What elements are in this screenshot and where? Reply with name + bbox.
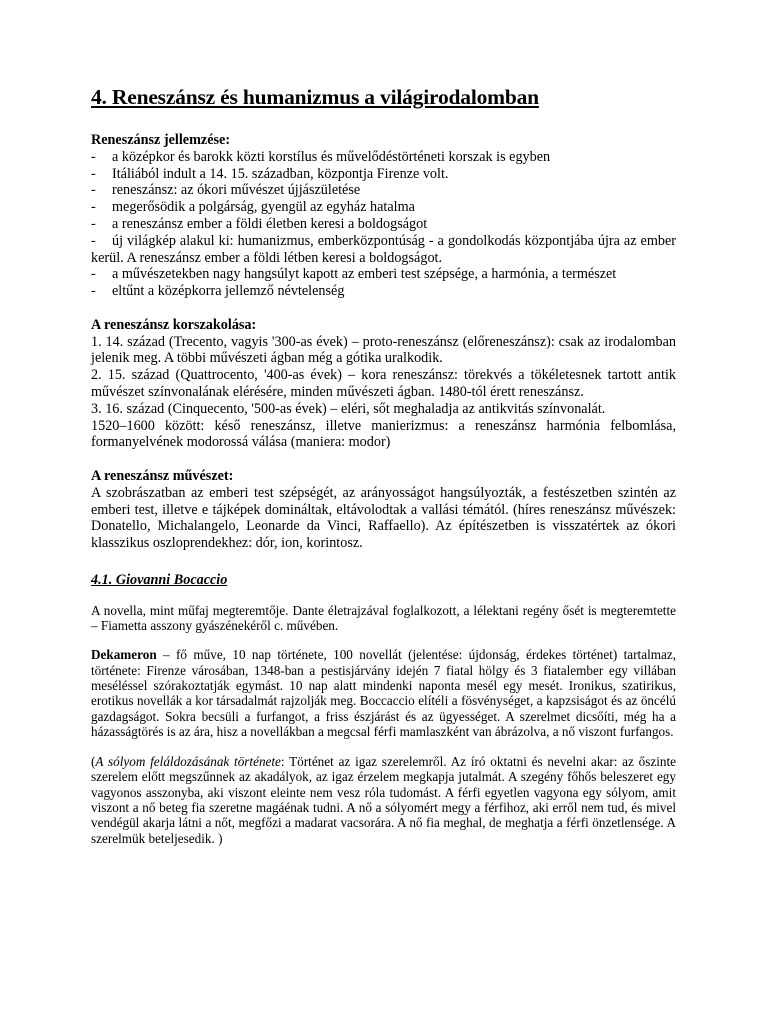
body-paragraph: (A sólyom feláldozásának története: Történet az igaz szerelemről. Az író oktatni és nevelni akar: az őszinte szerelem előtt megszűnnek az akadályok, az igaz érzelem megkapja jutalmát. A szegény főhős beleszeret egy vagyonos asszonyba, aki viszont eleinte nem vesz róla tudomást. A férfi egyetlen vagyona egy sólyom, amit viszont a nő beteg fia szeretne magáénak tudni. A nő a sólyomért megy a férfihoz, aki erről nem tud, és mivel vendégül akarja látni a nőt, megfőzi a madarat vacsorára. A nő fia meghal, de meghatja a férfi önzetlensége. A szerelmük beteljesedik. ): [91, 754, 676, 846]
period-line: 1520–1600 között: késő reneszánsz, illetve manierizmus: a reneszánsz harmónia felbomlása, formanyelvének modorossá válása (maniera: modor): [91, 417, 676, 451]
section-heading: A reneszánsz művészet:: [91, 467, 234, 484]
page-title: 4. Reneszánsz és humanizmus a világirodalomban: [91, 85, 539, 109]
section-periods: [91, 317, 676, 451]
list-item: - új világkép alakul ki: humanizmus, emberközpontúság - a gondolkodás központjába újra az ember kerül. A reneszánsz ember a földi létben keresi a boldogságot.: [91, 232, 676, 266]
body-paragraph: Dekameron – fő műve, 10 nap története, 100 novellát (jelentése: újdonság, érdekes történet) tartalmaz, története: Firenze városában, 1348-ban a pestisjárvány idején 7 fiatal hölgy és 3 fiatalember egy villában meséléssel szórakoztatják egymást. 10 nap alatt mindenki naponta mesél egy mesét. Ironikus, szatirikus, erotikus novellák a kor társadalmát rajzolják meg. Boccaccio elítéli a fösvénységet, a kapzsiságot és az öncélú gazdagságot. Sokra becsüli a furfangot, a friss észjárást és az ügyességet. A szerelmet dicsőíti, még ha a házasságtörés is az ára, hisz a novellákban a megcsal férfi mamlaszként van ábrázolva, a nő viszont furfangos.: [91, 647, 676, 739]
list-item: - megerősödik a polgárság, gyengül az egyház hatalma: [91, 199, 415, 216]
list-item: - Itáliából indult a 14. 15. században, központja Firenze volt.: [91, 165, 449, 182]
section-heading: Reneszánsz jellemzése:: [91, 132, 231, 148]
document-page: [91, 84, 676, 846]
work-title: Dekameron: [91, 647, 157, 663]
body-paragraph: A novella, mint műfaj megteremtője. Dante életrajzával foglalkozott, a lélektani regény ősét is megteremtette – Fiametta asszony gyászénekéről c. művében.: [91, 602, 676, 634]
list-item: - a reneszánsz ember a földi életben keresi a boldogságot: [91, 215, 428, 232]
list-item: - reneszánsz: az ókori művészet újjászületése: [91, 182, 361, 199]
period-line: 3. 16. század (Cinquecento, '500-as évek) – eléri, sőt meghaladja az antikvitás színvonalát.: [91, 400, 606, 417]
period-line: 2. 15. század (Quattrocento, '400-as évek) – kora reneszánsz: törekvés a tökéletesnek tartott antik művészet színvonalának elérésére, minden művészeti ágban. 1480-tól érett reneszánsz.: [91, 367, 676, 400]
story-title: A sólyom feláldozásának története: [95, 754, 281, 770]
subsection-heading: 4.1. Giovanni Bocaccio: [91, 571, 228, 588]
body-paragraph: A szobrászatban az emberi test szépségét, az arányosságot hangsúlyozták, a festészetben szintén az emberi test, illetve e tájképek domináltak, eltávolodtak a vallási témától. (híres reneszánsz művészek: Donatello, Michalangelo, Leonarde da Vinci, Raffaello). Az építészetben is visszatértek az ókori klasszikus oszloprendekhez: dór, ion, korintosz.: [91, 484, 676, 552]
section-heading: A reneszánsz korszakolása:: [91, 316, 257, 333]
section-art: [91, 468, 676, 552]
period-line: 1. 14. század (Trecento, vagyis '300-as évek) – proto-reneszánsz (előreneszánsz): csak az irodalomban jelenik meg. A többi művészeti ágban még a gótika uralkodik.: [91, 333, 676, 367]
list-item: - a középkor és barokk közti korstílus és művelődéstörténeti korszak is egyben: [91, 148, 551, 165]
list-item: - a művészetekben nagy hangsúlyt kapott az emberi test szépsége, a harmónia, a természet: [91, 266, 617, 283]
section-characteristics: [91, 132, 676, 300]
section-bocaccio: [91, 572, 676, 846]
list-item: - eltűnt a középkorra jellemző névtelenség: [91, 283, 345, 300]
